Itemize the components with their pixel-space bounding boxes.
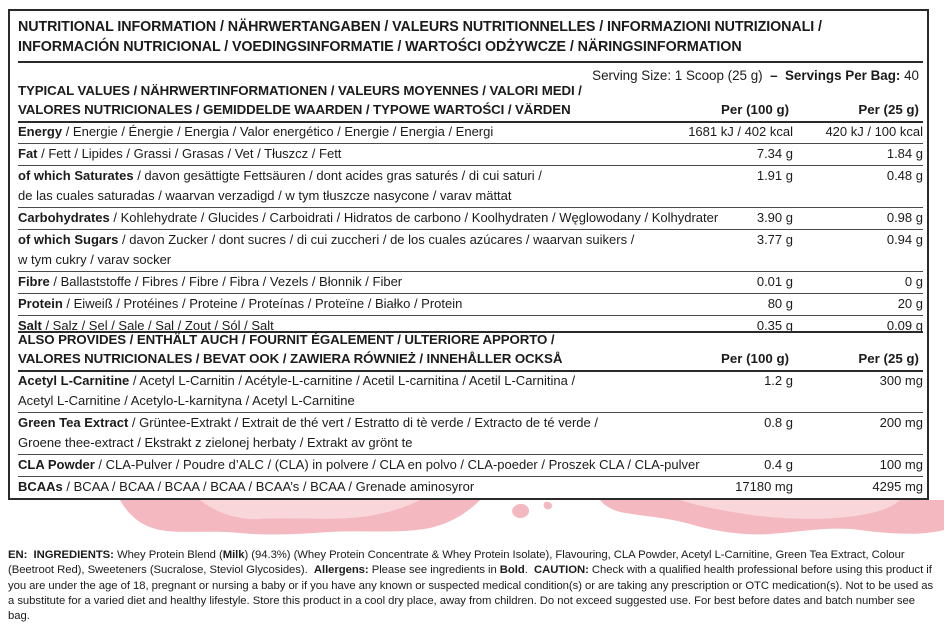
value-per-serving: 420 kJ / 100 kcal	[825, 124, 923, 139]
servings-per-bag-label: Servings Per Bag:	[785, 68, 901, 83]
splash-drop	[512, 504, 529, 518]
value-per-100g: 80 g	[767, 296, 793, 311]
value-per-serving: 100 mg	[879, 457, 923, 472]
also-header-line1: ALSO PROVIDES / ENTHÄLT AUCH / FOURNIT ÉGALEMENT / ULTERIORE APPORTO /	[18, 332, 555, 347]
nutrient-name: of which Saturates	[18, 168, 134, 183]
servings-per-bag-value: 40	[904, 68, 919, 83]
serving-separator: –	[770, 68, 778, 83]
serving-size-label: Serving Size:	[592, 68, 672, 83]
also-header-line2: VALORES NUTRICIONALES / BEVAT OOK / ZAWIERA RÓWNIEŻ / INNEHÅLLER OCKSÅ	[18, 351, 563, 366]
value-per-100g: 0.35 g	[756, 318, 793, 333]
table-row	[18, 477, 923, 497]
nutrient-name: of which Sugars	[18, 232, 119, 247]
splash-decoration	[0, 500, 944, 540]
also-col-per-serving: Per (25 g)	[858, 351, 919, 366]
value-per-100g: 0.4 g	[764, 457, 793, 472]
allergens-label: Allergens:	[313, 564, 369, 577]
value-per-serving: 0.48 g	[886, 168, 923, 183]
value-per-serving: 20 g	[897, 296, 923, 311]
nutrient-translations: / Ballaststoffe / Fibres / Fibre / Fibra / Vezels / Błonnik / Fiber	[49, 274, 403, 289]
nutrient-name: Salt	[18, 318, 42, 333]
table-row	[18, 294, 923, 314]
value-per-serving: 0 g	[904, 274, 923, 289]
table-row	[18, 208, 923, 228]
table-row	[18, 455, 923, 475]
value-per-serving: 0.98 g	[886, 210, 923, 225]
nutrient-translations: / BCAA / BCAA / BCAA / BCAA / BCAA’s / BCAA / Grenade aminosyror	[62, 479, 475, 494]
row-label	[18, 208, 718, 228]
nutrient-name: Fibre	[18, 274, 50, 289]
allergens-text-post: .	[524, 564, 528, 577]
typical-col-per-100g: Per (100 g)	[721, 102, 789, 117]
typical-header-line1: TYPICAL VALUES / NÄHRWERTINFORMATIONEN / VALEURS MOYENNES / VALORI MEDI /	[18, 83, 582, 98]
table-row	[18, 371, 923, 411]
value-per-100g: 1.91 g	[756, 168, 793, 183]
panel-title-line1: NUTRITIONAL INFORMATION / NÄHRWERTANGABEN / VALEURS NUTRITIONNELLES / INFORMAZIONI NUTRIZIONALI /	[18, 19, 822, 35]
nutrient-translations: / Grüntee-Extrakt / Extrait de thé vert / Estratto di tè verde / Extracto de té verde /	[128, 415, 598, 430]
nutrition-panel	[8, 9, 929, 500]
row-label	[18, 166, 718, 186]
typical-header-line2: VALORES NUTRICIONALES / GEMIDDELDE WAARDEN / TYPOWE WARTOŚCI / VÄRDEN	[18, 102, 571, 117]
nutrient-name: Energy	[18, 124, 63, 139]
row-label	[18, 413, 718, 433]
splash-drop-2	[544, 502, 552, 510]
allergens-bold-word: Bold	[499, 564, 525, 577]
nutrient-translations-line2: w tym cukry / varav socker	[18, 252, 172, 267]
nutrient-translations: / Fett / Lipides / Grassi / Grasas / Vet / Tłuszcz / Fett	[37, 146, 342, 161]
table-row	[18, 413, 923, 453]
row-label	[18, 122, 718, 142]
value-per-100g: 1681 kJ / 402 kcal	[688, 124, 793, 139]
nutrient-name: Acetyl L-Carnitine	[18, 373, 130, 388]
caution-label: CAUTION:	[533, 564, 589, 577]
nutrient-translations: / davon gesättigte Fettsäuren / dont acides gras saturés / di cui saturi /	[133, 168, 542, 183]
value-per-serving: 4295 mg	[872, 479, 923, 494]
ingredients-footer	[8, 548, 936, 624]
row-label	[18, 144, 718, 164]
nutrient-translations: / Eiweiß / Protéines / Proteine / Proteínas / Proteïne / Białko / Protein	[62, 296, 463, 311]
typical-col-per-serving: Per (25 g)	[858, 102, 919, 117]
nutrient-name: BCAAs	[18, 479, 63, 494]
value-per-100g: 0.01 g	[756, 274, 793, 289]
table-row	[18, 272, 923, 292]
nutrient-translations-line2: Acetyl L-Carnitine / Acetylo-L-karnityna / Acetyl L-Carnitine	[18, 393, 355, 408]
value-per-100g: 7.34 g	[756, 146, 793, 161]
serving-info	[592, 67, 919, 85]
value-per-100g: 1.2 g	[764, 373, 793, 388]
title-divider	[18, 61, 923, 63]
table-row	[18, 230, 923, 270]
row-label	[18, 477, 718, 497]
nutrient-translations: / Salz / Sel / Sale / Sal / Zout / Sól / Salt	[41, 318, 274, 333]
value-per-100g: 17180 mg	[735, 479, 793, 494]
nutrient-translations: / Kohlehydrate / Glucides / Carboidrati / Hidratos de carbono / Koolhydraten / Węglowodany / Kolhydrater	[109, 210, 719, 225]
nutrient-translations: / CLA-Pulver / Poudre d’ALC / (CLA) in polvere / CLA en polvo / CLA-poeder / Proszek CLA / CLA-pulver	[94, 457, 700, 472]
value-per-serving: 300 mg	[879, 373, 923, 388]
value-per-100g: 3.90 g	[756, 210, 793, 225]
table-row	[18, 122, 923, 142]
row-label	[18, 272, 718, 292]
value-per-100g: 0.8 g	[764, 415, 793, 430]
row-label	[18, 230, 718, 250]
value-per-serving: 1.84 g	[886, 146, 923, 161]
value-per-serving: 0.09 g	[886, 318, 923, 333]
nutrient-translations-line2: de las cuales saturadas / waarvan verzadigd / w tym tłuszcze nasycone / varav mättat	[18, 188, 512, 203]
value-per-serving: 0.94 g	[886, 232, 923, 247]
nutrient-translations: / davon Zucker / dont sucres / di cui zuccheri / de los cuales azúcares / waarvan suikers /	[118, 232, 635, 247]
nutrient-name: Green Tea Extract	[18, 415, 129, 430]
also-col-per-100g: Per (100 g)	[721, 351, 789, 366]
ingredients-text-pre: Whey Protein Blend (	[113, 549, 223, 561]
row-label	[18, 294, 718, 314]
nutrient-name: Carbohydrates	[18, 210, 110, 225]
nutrient-translations: / Energie / Énergie / Energia / Valor energético / Energie / Energia / Energi	[62, 124, 494, 139]
table-row	[18, 166, 923, 206]
nutrient-translations: / Acetyl L-Carnitin / Acétyle-L-carnitine / Acetil L-carnitina / Acetil L-Carnitina /	[129, 373, 576, 388]
footer-lang: EN:	[8, 549, 28, 561]
nutrient-translations-line2: Groene thee-extract / Ekstrakt z zielonej herbaty / Extrakt av grönt te	[18, 435, 413, 450]
caution-text: Check with a qualified health professional before using this product if you are under the age of 18, pregnant or nursing a baby or if you have any known or suspected medical condition(s) or are taking any prescription or OTC medication(s). Not to be used as a substitute for a varied diet and healthy lifestyle. Store this product in a cool dry place, away from children. Do not exceed suggested use. For best before dates and batch number see bag.	[8, 564, 934, 623]
ingredients-milk: Milk	[222, 549, 245, 561]
ingredients-text-post: ) (94.3%) (Whey Protein Concentrate & Whey Protein Isolate), Flavouring, CLA Powder, Acetyl L-Carnitine, Green Tea Extract, Colour (Beetroot Red), Sweeteners (Sucralose, Steviol Glycosides).	[8, 549, 905, 577]
row-label	[18, 455, 718, 475]
ingredients-label: INGREDIENTS:	[33, 549, 114, 561]
nutrient-name: Protein	[18, 296, 63, 311]
serving-size-value: 1 Scoop (25 g)	[674, 68, 763, 83]
nutrient-name: Fat	[18, 146, 38, 161]
table-row	[18, 144, 923, 164]
value-per-100g: 3.77 g	[756, 232, 793, 247]
row-label	[18, 371, 718, 391]
value-per-serving: 200 mg	[879, 415, 923, 430]
nutrient-name: CLA Powder	[18, 457, 95, 472]
panel-title-line2: INFORMACIÓN NUTRICIONAL / VOEDINGSINFORMATIE / WARTOŚCI ODŻYWCZE / NÄRINGSINFORMATION	[18, 39, 742, 55]
allergens-text-pre: Please see ingredients in	[368, 564, 500, 577]
